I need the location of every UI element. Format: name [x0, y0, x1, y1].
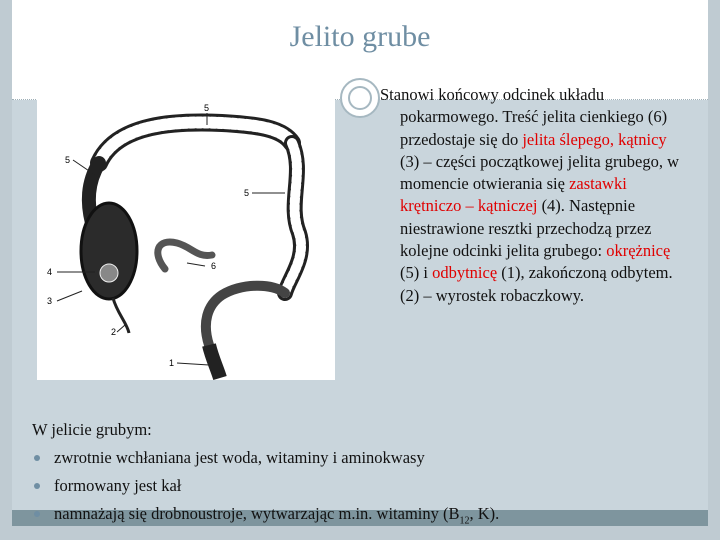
bullet-text-1: zwrotnie wchłaniana jest woda, witaminy i aminokwasy — [54, 448, 425, 467]
vitamin-subscript: 12 — [459, 515, 470, 527]
cecum — [81, 203, 137, 299]
label-3: 3 — [47, 296, 53, 306]
term-colon: okrężnicę — [606, 241, 671, 261]
function-list — [32, 416, 682, 535]
small-intestine — [158, 242, 212, 269]
label-6: 6 — [211, 261, 217, 271]
desc-part-1: Stanowi końcowy odcinek układu pokarmowego. Treść jelita cienkiego (6) przedostaje się do — [380, 85, 668, 149]
bullet-text-3a: namnażają się drobnoustroje, wytwarzając m.in. witaminy (B — [54, 504, 460, 523]
label-4: 4 — [47, 267, 53, 277]
bullet-icon — [34, 455, 40, 461]
leader-2 — [117, 325, 125, 332]
label-2: 2 — [111, 327, 117, 337]
label-5a: 5 — [65, 155, 71, 165]
left-border — [0, 0, 12, 540]
right-border — [708, 0, 720, 540]
bullet-text-3b: , K). — [469, 504, 500, 523]
label-5c: 5 — [244, 188, 250, 198]
large-intestine-diagram — [37, 83, 335, 380]
list-intro: W jelicie grubym: — [32, 420, 152, 439]
list-item — [32, 500, 682, 535]
circle-ornament-inner — [348, 86, 372, 110]
term-rectum: odbytnicę — [432, 263, 498, 283]
circle-ornament — [340, 78, 380, 118]
label-1: 1 — [169, 358, 175, 368]
leader-3 — [57, 291, 82, 301]
desc-part-5: (1), zakończoną odbytem. (2) – wyrostek robaczkowy. — [400, 263, 673, 305]
list-item — [32, 444, 682, 472]
sigmoid-colon — [206, 286, 285, 345]
description-text — [380, 84, 685, 307]
intestine-drawing — [37, 83, 335, 380]
label-5b: 5 — [204, 103, 210, 113]
desc-part-2: (3) – części początkowej jelita grubego, w momencie otwierania się — [400, 151, 680, 194]
desc-part-3: (4). Następnie niestrawione resztki przechodzą przez kolejne odcinki jelita grubego: — [400, 196, 652, 261]
ileocecal-valve — [100, 264, 118, 282]
list-item — [32, 472, 682, 500]
bullet-text-2: formowany jest kał — [54, 476, 182, 495]
description-paragraph — [380, 84, 685, 307]
rectum — [209, 345, 220, 378]
term-ileocecal-valve: zastawki krętniczo – kątniczej — [400, 174, 627, 216]
desc-part-4: (5) i — [400, 263, 433, 283]
leader-1 — [177, 363, 209, 365]
leader-6 — [187, 263, 205, 266]
slide-title: Jelito grube — [289, 20, 431, 53]
term-cecum: jelita ślepego, kątnicy — [522, 129, 667, 149]
bullet-icon — [34, 483, 40, 489]
bullet-icon — [34, 511, 40, 517]
